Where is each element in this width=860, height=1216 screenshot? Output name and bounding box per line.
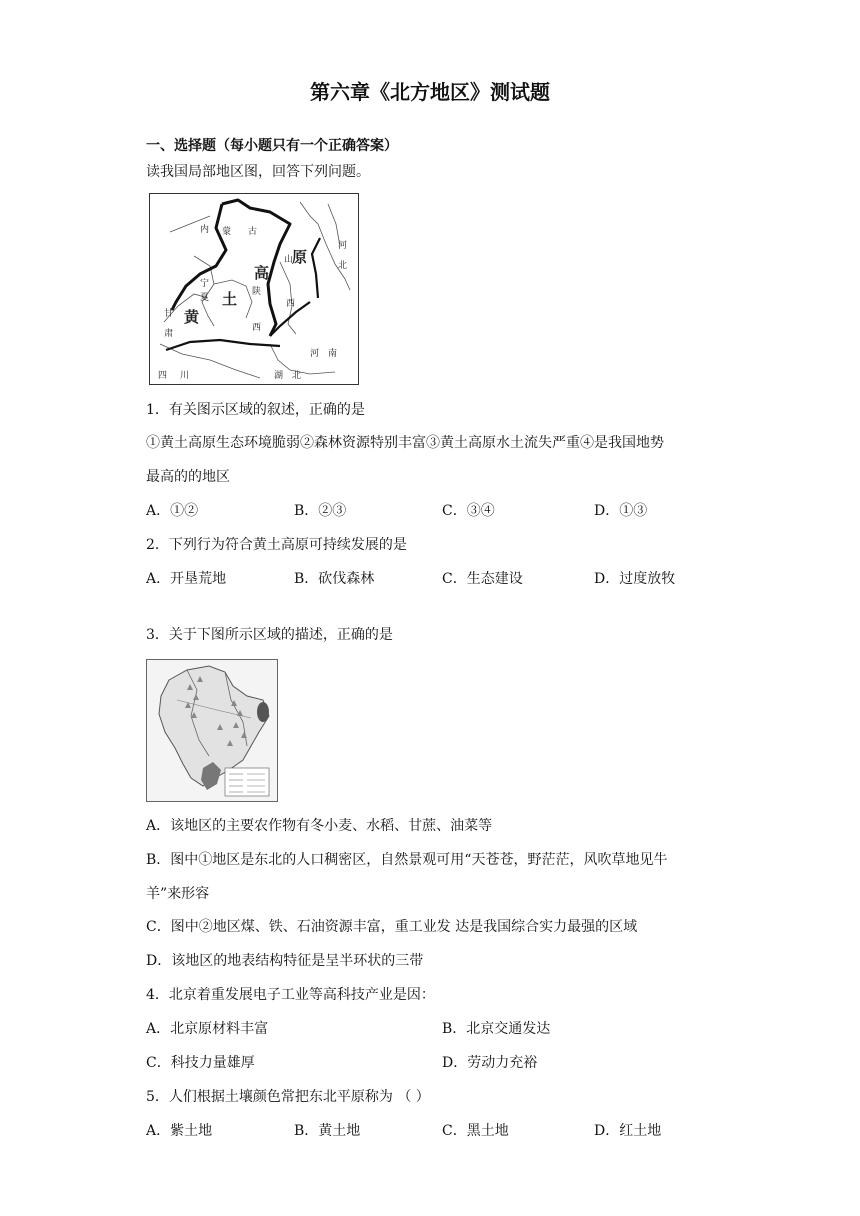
map-label: 西 bbox=[286, 299, 296, 309]
q4-option-d: D．劳动力充裕 bbox=[442, 1055, 538, 1071]
map-label: 四 bbox=[158, 371, 168, 381]
map-label: 黄 bbox=[184, 308, 200, 326]
q4-option-b: B．北京交通发达 bbox=[442, 1021, 551, 1037]
q5-option-d: D．红土地 bbox=[594, 1123, 662, 1139]
q1-option-a: A．①② bbox=[146, 503, 199, 519]
q3-option-a: A．该地区的主要农作物有冬小麦、水稻、甘蔗、油菜等 bbox=[146, 818, 493, 834]
q2-option-b: B．砍伐森林 bbox=[294, 571, 375, 587]
q2-option-d: D．过度放牧 bbox=[594, 571, 676, 587]
map-label: 山 bbox=[284, 255, 294, 265]
map-label: 蒙 bbox=[222, 227, 232, 237]
map-label: 夏 bbox=[200, 293, 210, 303]
map-label: 肃 bbox=[164, 329, 174, 339]
q1-option-d: D．①③ bbox=[594, 503, 648, 519]
q4-option-c: C．科技力量雄厚 bbox=[146, 1055, 255, 1071]
map-label: 高 bbox=[254, 264, 270, 282]
loess-plateau-map bbox=[149, 193, 359, 385]
q2-option-c: C．生态建设 bbox=[442, 571, 523, 587]
map-label: 西 bbox=[252, 323, 262, 333]
q5-stem: 5．人们根据土壤颜色常把东北平原称为 （ ） bbox=[146, 1089, 430, 1105]
q1-statements: ①黄土高原生态环境脆弱②森林资源特别丰富③黄土高原水土流失严重④是我国地势 bbox=[146, 435, 664, 451]
q4-stem: 4．北京着重发展电子工业等高科技产业是因： bbox=[146, 987, 435, 1003]
map-label: 湖 bbox=[274, 371, 284, 381]
q1-stem: 1．有关图示区域的叙述，正确的是 bbox=[146, 402, 365, 418]
map-label: 土 bbox=[222, 290, 238, 308]
map-label: 内 bbox=[200, 225, 210, 235]
map-label: 北 bbox=[338, 261, 348, 271]
q1-option-c: C．③④ bbox=[442, 503, 495, 519]
map-label: 北 bbox=[292, 371, 302, 381]
q2-stem: 2．下列行为符合黄土高原可持续发展的是 bbox=[146, 537, 407, 553]
map-label: 原 bbox=[292, 248, 308, 266]
q3-option-b-cont: 羊”来形容 bbox=[146, 886, 210, 902]
map-label: 河 bbox=[338, 241, 348, 251]
map-label: 川 bbox=[180, 371, 190, 381]
q3-stem: 3．关于下图所示区域的描述，正确的是 bbox=[146, 627, 393, 643]
q2-option-a: A．开垦荒地 bbox=[146, 571, 227, 587]
q4-option-a: A．北京原材料丰富 bbox=[146, 1021, 269, 1037]
q5-option-c: C．黑土地 bbox=[442, 1123, 509, 1139]
map-label: 古 bbox=[248, 227, 258, 237]
intro-text: 读我国局部地区图，回答下列问题。 bbox=[146, 164, 370, 180]
q1-statements-cont: 最高的的地区 bbox=[146, 469, 230, 485]
northeast-china-map bbox=[146, 659, 278, 802]
map-label: 河 bbox=[310, 349, 320, 359]
map-label: 陕 bbox=[252, 287, 262, 297]
q1-option-b: B．②③ bbox=[294, 503, 347, 519]
map-label: 南 bbox=[328, 349, 338, 359]
q5-option-b: B．黄土地 bbox=[294, 1123, 361, 1139]
map-label: 宁 bbox=[200, 279, 210, 289]
section-heading: 一、选择题（每小题只有一个正确答案） bbox=[146, 138, 398, 154]
q5-option-a: A．紫土地 bbox=[146, 1123, 213, 1139]
q3-option-b: B．图中①地区是东北的人口稠密区，自然景观可用“天苍苍，野茫茫，风吹草地见牛 bbox=[146, 852, 668, 868]
q3-option-d: D．该地区的地表结构特征是呈半环状的三带 bbox=[146, 953, 424, 969]
map-label: 甘 bbox=[164, 309, 174, 319]
q3-option-c: C．图中②地区煤、铁、石油资源丰富，重工业发 达是我国综合实力最强的区域 bbox=[146, 919, 638, 935]
page-title: 第六章《北方地区》测试题 bbox=[310, 80, 550, 104]
